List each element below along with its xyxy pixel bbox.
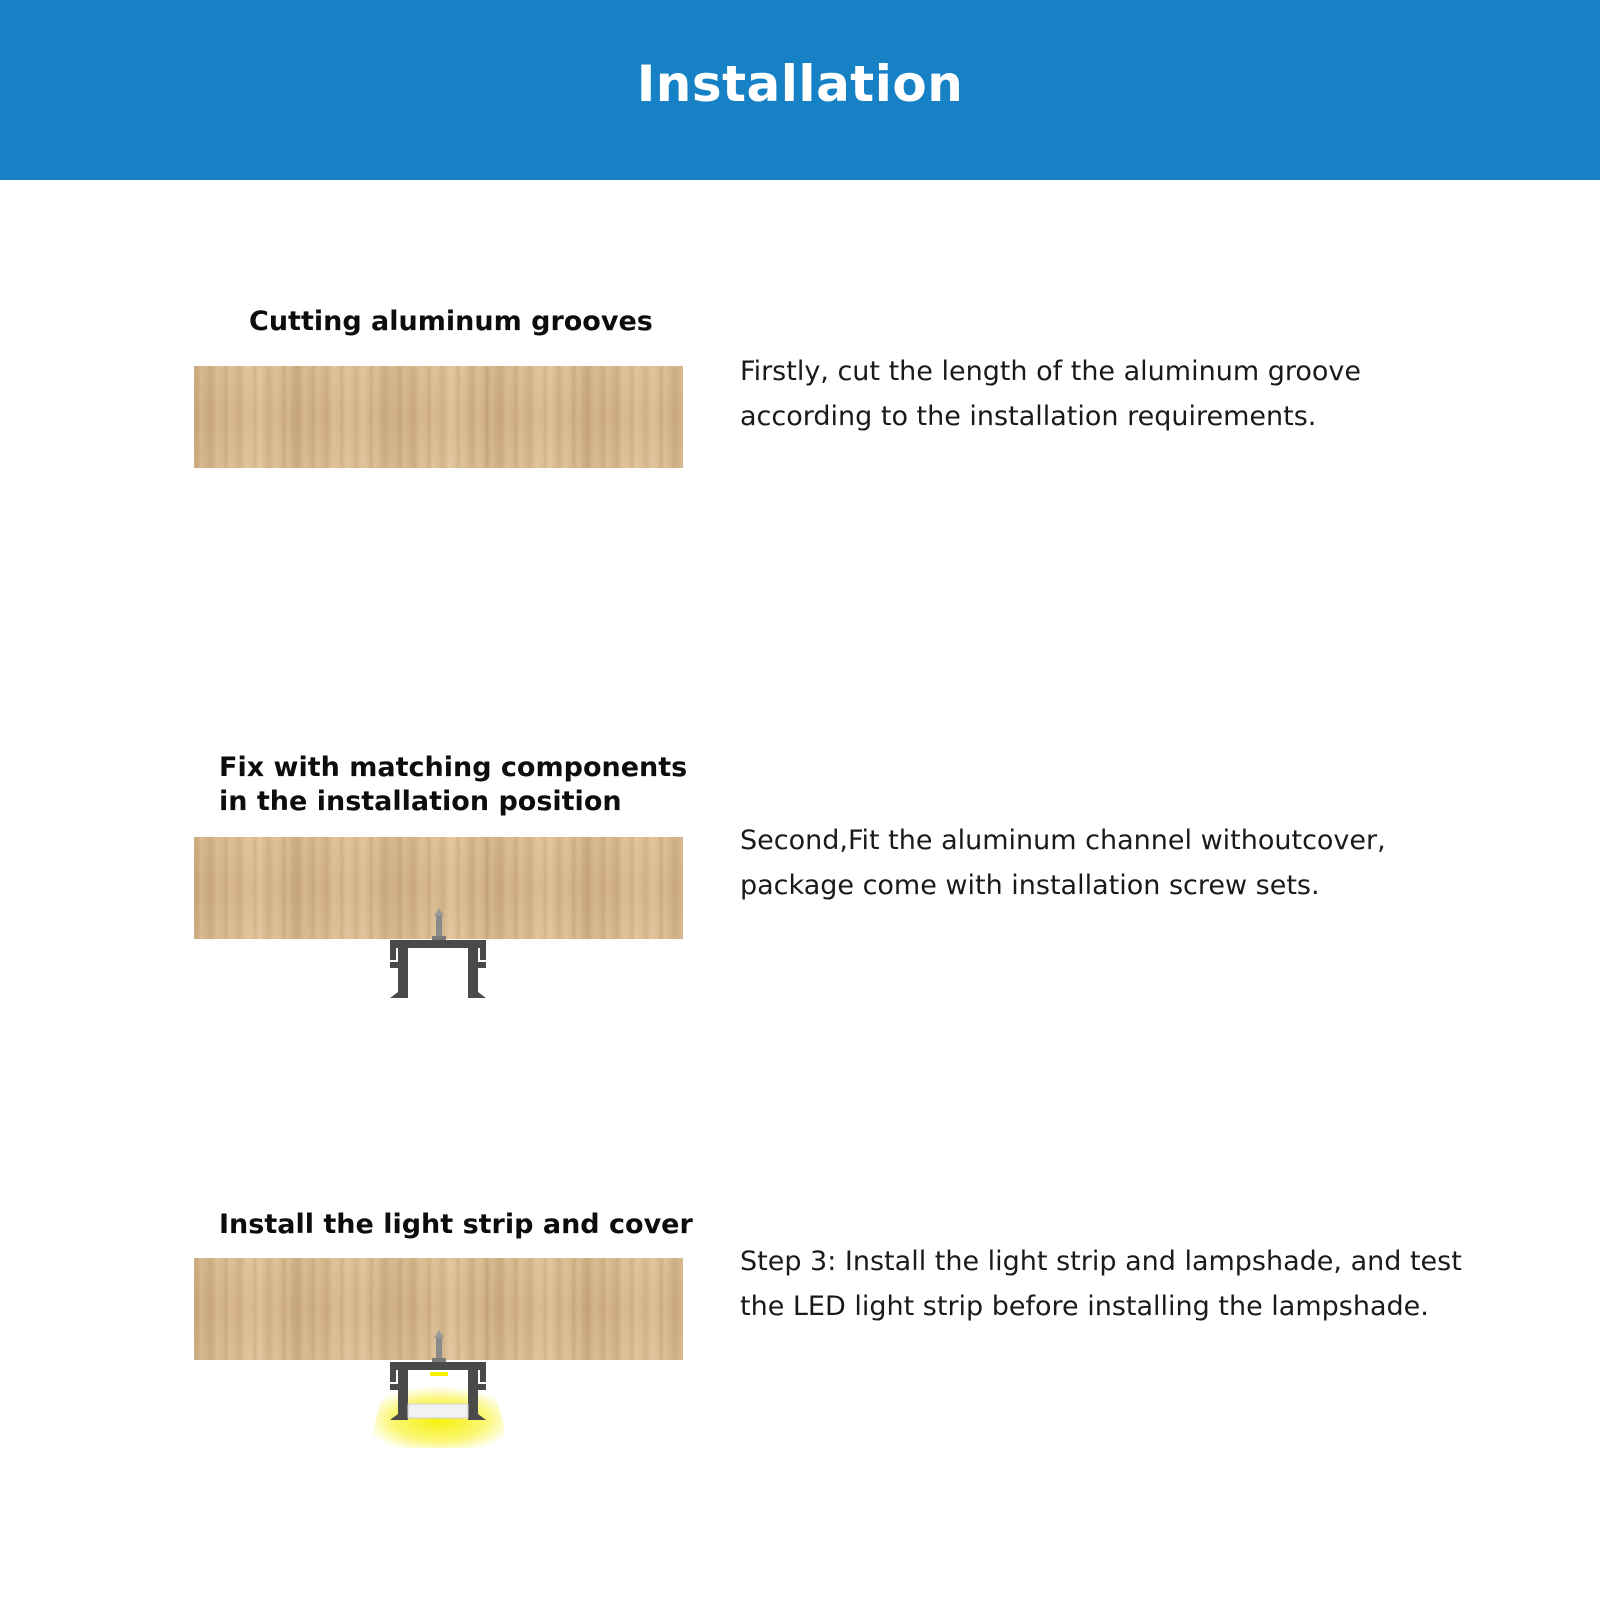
step-title — [219, 751, 687, 819]
step-description-line: Firstly, cut the length of the aluminum groove — [740, 356, 1361, 387]
diffuser-cover-icon — [408, 1404, 468, 1418]
screw-icon — [432, 908, 446, 940]
step-description-line: package come with installation screw sets. — [740, 870, 1320, 901]
aluminum-channel-illustration — [384, 908, 494, 998]
step-description — [740, 349, 1361, 439]
step-title-line: Cutting aluminum grooves — [249, 306, 653, 337]
led-strip-icon — [430, 1372, 448, 1376]
step-description — [740, 818, 1386, 908]
step-title-line: in the installation position — [219, 786, 622, 817]
lit-channel-illustration — [364, 1330, 514, 1460]
channel-profile-icon — [390, 940, 486, 998]
step-title-line: Fix with matching components — [219, 752, 688, 783]
step-description-line: according to the installation requirements. — [740, 401, 1317, 432]
page-title: Installation — [636, 55, 964, 113]
screw-icon — [432, 1330, 446, 1362]
step-description — [740, 1239, 1462, 1329]
wood-board-illustration — [194, 366, 683, 468]
step-description-line: Step 3: Install the light strip and lampshade, and test — [740, 1246, 1462, 1277]
step-title-line: Install the light strip and cover — [219, 1209, 693, 1240]
step-description-line: Second,Fit the aluminum channel withoutcover, — [740, 825, 1386, 856]
step-title — [219, 1208, 693, 1242]
step-description-line: the LED light strip before installing the lampshade. — [740, 1291, 1429, 1322]
step-title — [249, 305, 653, 339]
header-banner — [0, 0, 1600, 180]
